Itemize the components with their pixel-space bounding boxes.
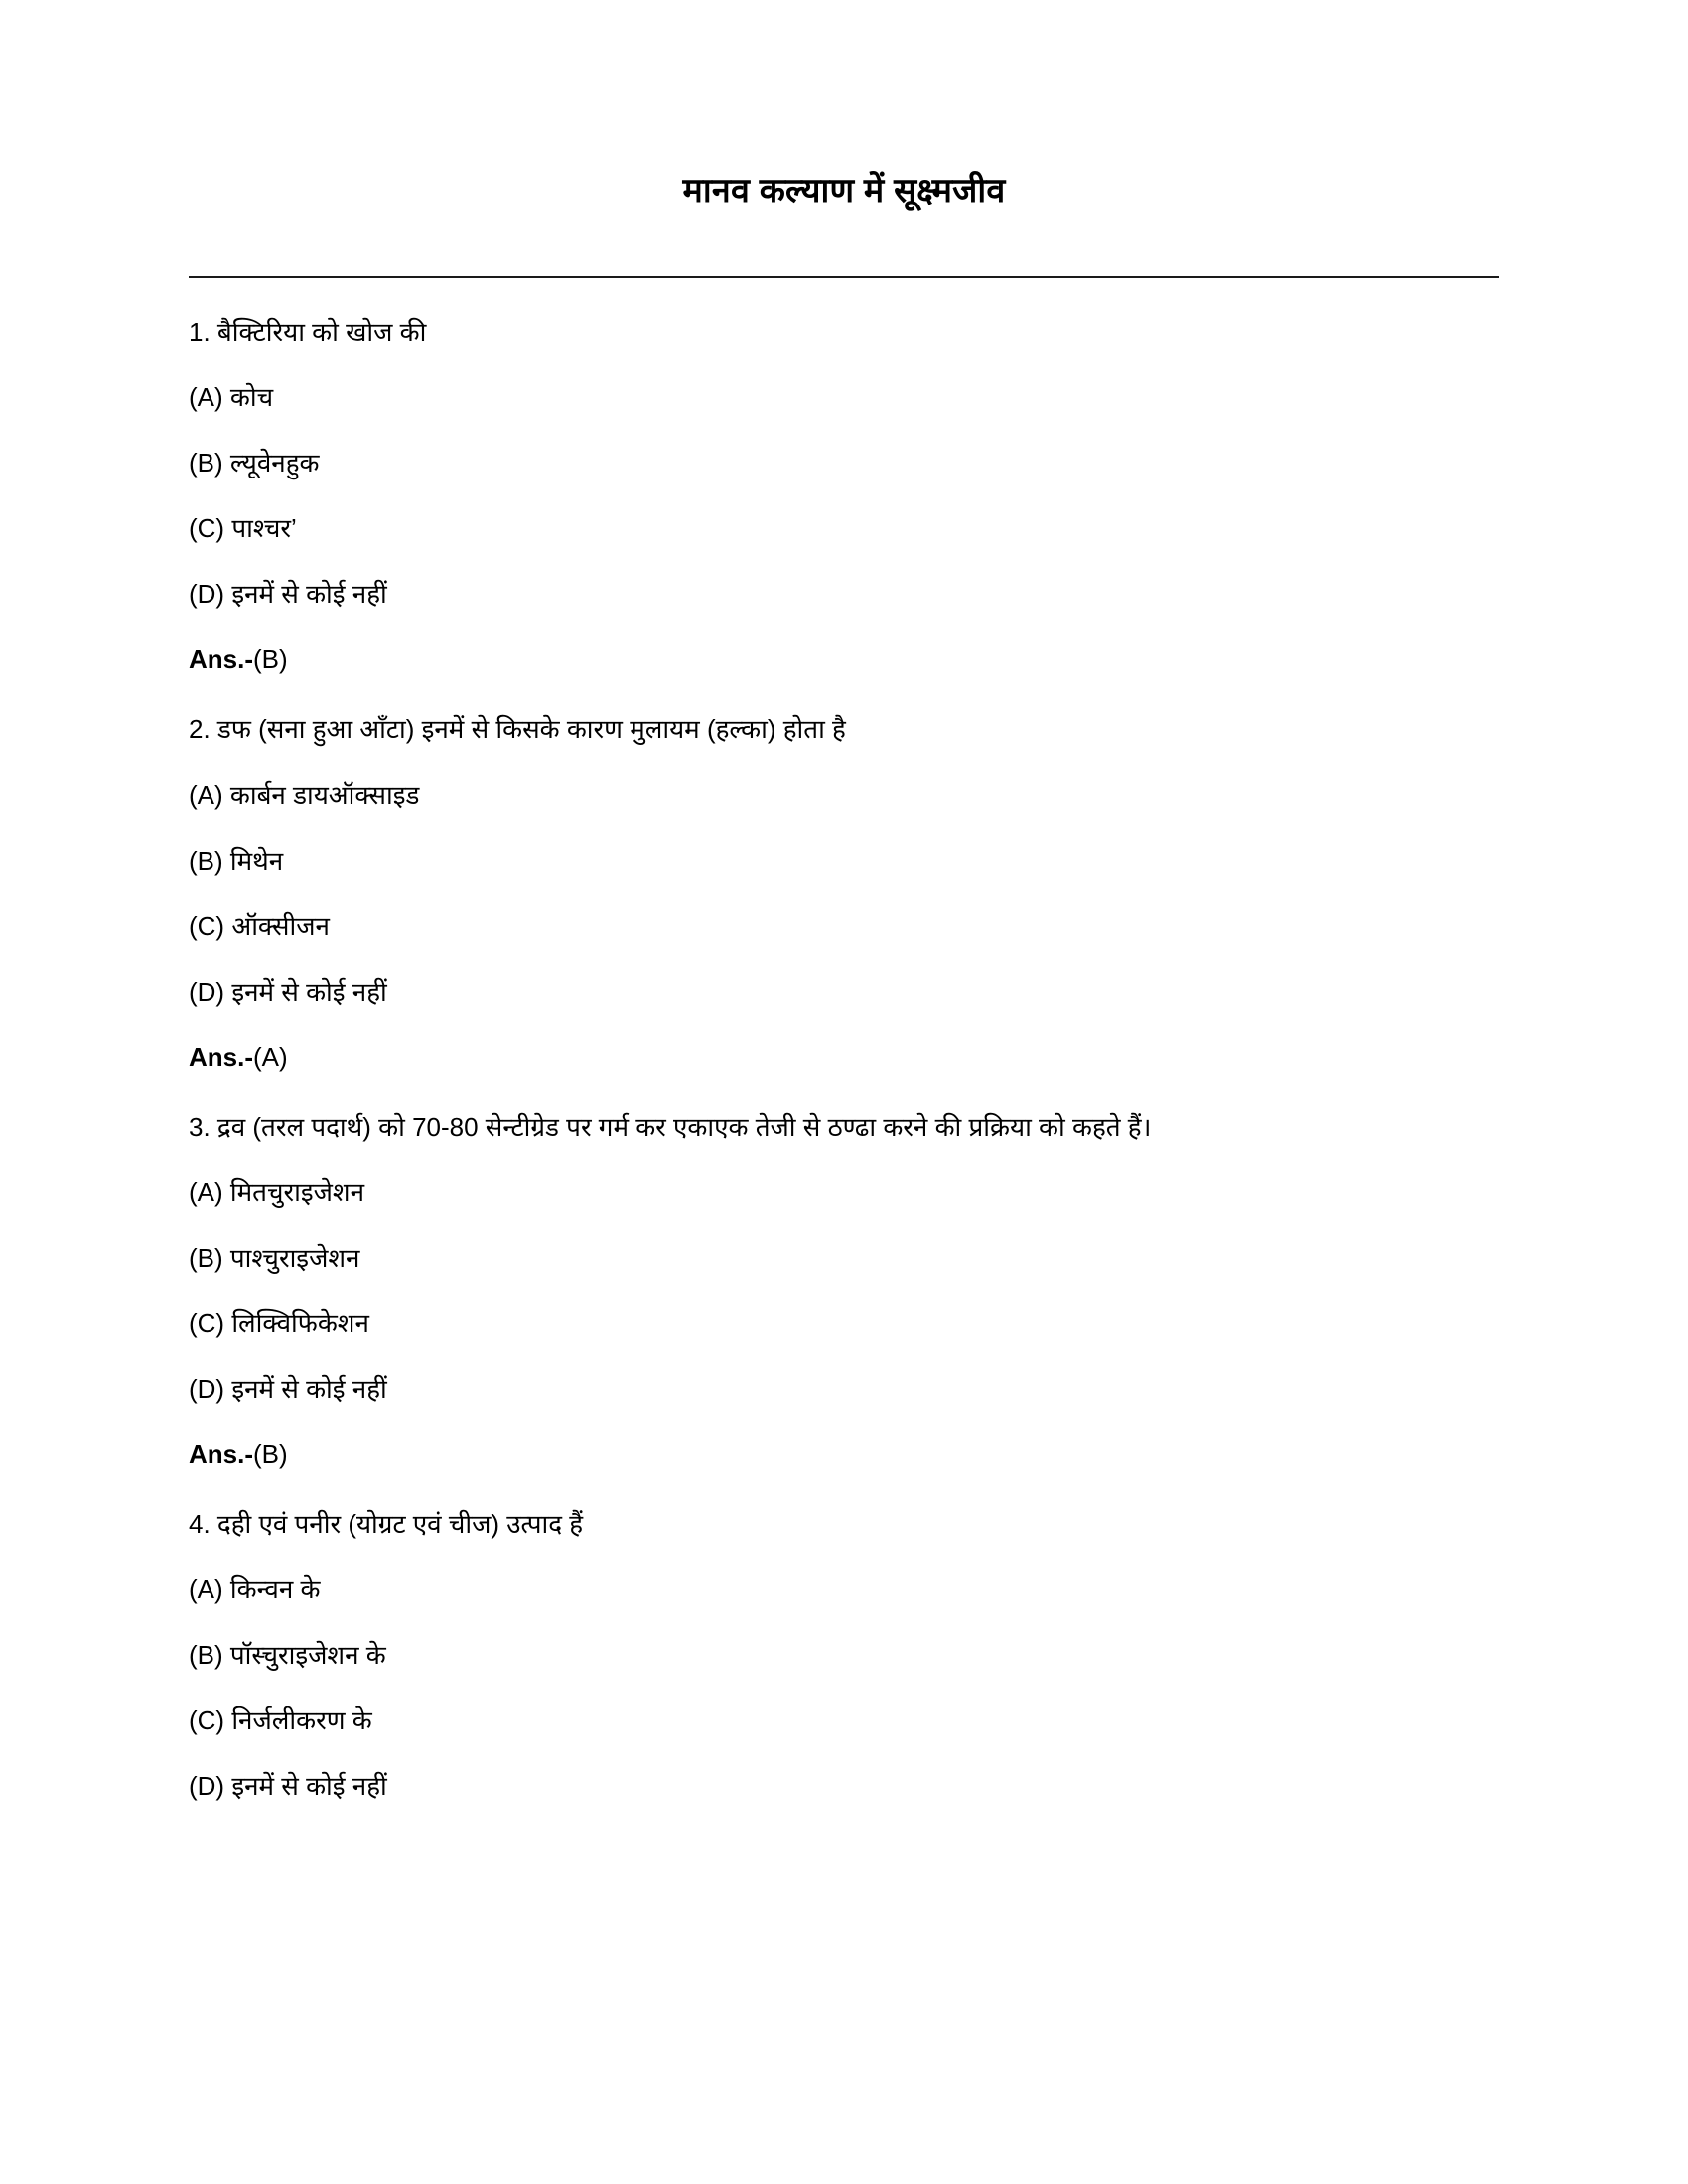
question-list — [189, 312, 1499, 1806]
page-title: मानव कल्याण में सूक्ष्मजीव — [682, 172, 1006, 209]
option-c[interactable]: (C) निर्जलीकरण के — [189, 1706, 372, 1736]
option-a[interactable]: (A) किन्वन के — [189, 1574, 321, 1605]
question-text: 2. डफ (सना हुआ आँटा) इनमें से किसके कारण मुलायम (हल्का) होता है — [189, 714, 846, 745]
title-divider — [189, 276, 1499, 278]
option-a[interactable]: (A) कोच — [189, 382, 274, 413]
question-block — [189, 709, 1499, 1076]
answer-label: Ans.- — [189, 1041, 253, 1072]
answer-value: (B) — [253, 644, 288, 675]
option-a[interactable]: (A) कार्बन डायऑक्साइड — [189, 779, 420, 810]
answer-label: Ans.- — [189, 1439, 253, 1470]
option-c[interactable]: (C) पाश्चर’ — [189, 513, 297, 544]
answer-line — [189, 1435, 1499, 1474]
option-d[interactable]: (D) इनमें से कोई नहीं — [189, 579, 387, 610]
option-d[interactable]: (D) इनमें से कोई नहीं — [189, 1374, 387, 1405]
option-b[interactable]: (B) ल्यूवेनहुक — [189, 448, 320, 478]
question-block — [189, 1504, 1499, 1806]
option-c[interactable]: (C) ऑक्सीजन — [189, 910, 330, 941]
option-c[interactable]: (C) लिक्विफिकेशन — [189, 1308, 369, 1339]
option-b[interactable]: (B) पॉस्चुराइजेशन के — [189, 1640, 386, 1671]
answer-value: (B) — [253, 1439, 288, 1470]
option-d[interactable]: (D) इनमें से कोई नहीं — [189, 1771, 387, 1802]
answer-value: (A) — [253, 1041, 288, 1072]
question-text: 4. दही एवं पनीर (योग्रट एवं चीज) उत्पाद हैं — [189, 1509, 584, 1540]
answer-line — [189, 1038, 1499, 1077]
question-text: 3. द्रव (तरल पदार्थ) को 70-80 सेन्टीग्रेड पर गर्म कर एकाएक तेजी से ठण्ढा करने की प्रक्रिया को कहते हैं। — [189, 1111, 1152, 1142]
option-b[interactable]: (B) मिथेन — [189, 845, 284, 876]
option-b[interactable]: (B) पाश्चुराइजेशन — [189, 1243, 360, 1274]
answer-line — [189, 640, 1499, 679]
question-text: 1. बैक्टिरिया को खोज की — [189, 317, 427, 347]
option-a[interactable]: (A) मितचुराइजेशन — [189, 1177, 365, 1208]
option-d[interactable]: (D) इनमें से कोई नहीं — [189, 976, 387, 1007]
answer-label: Ans.- — [189, 644, 253, 675]
question-block — [189, 1107, 1499, 1474]
question-block — [189, 312, 1499, 679]
